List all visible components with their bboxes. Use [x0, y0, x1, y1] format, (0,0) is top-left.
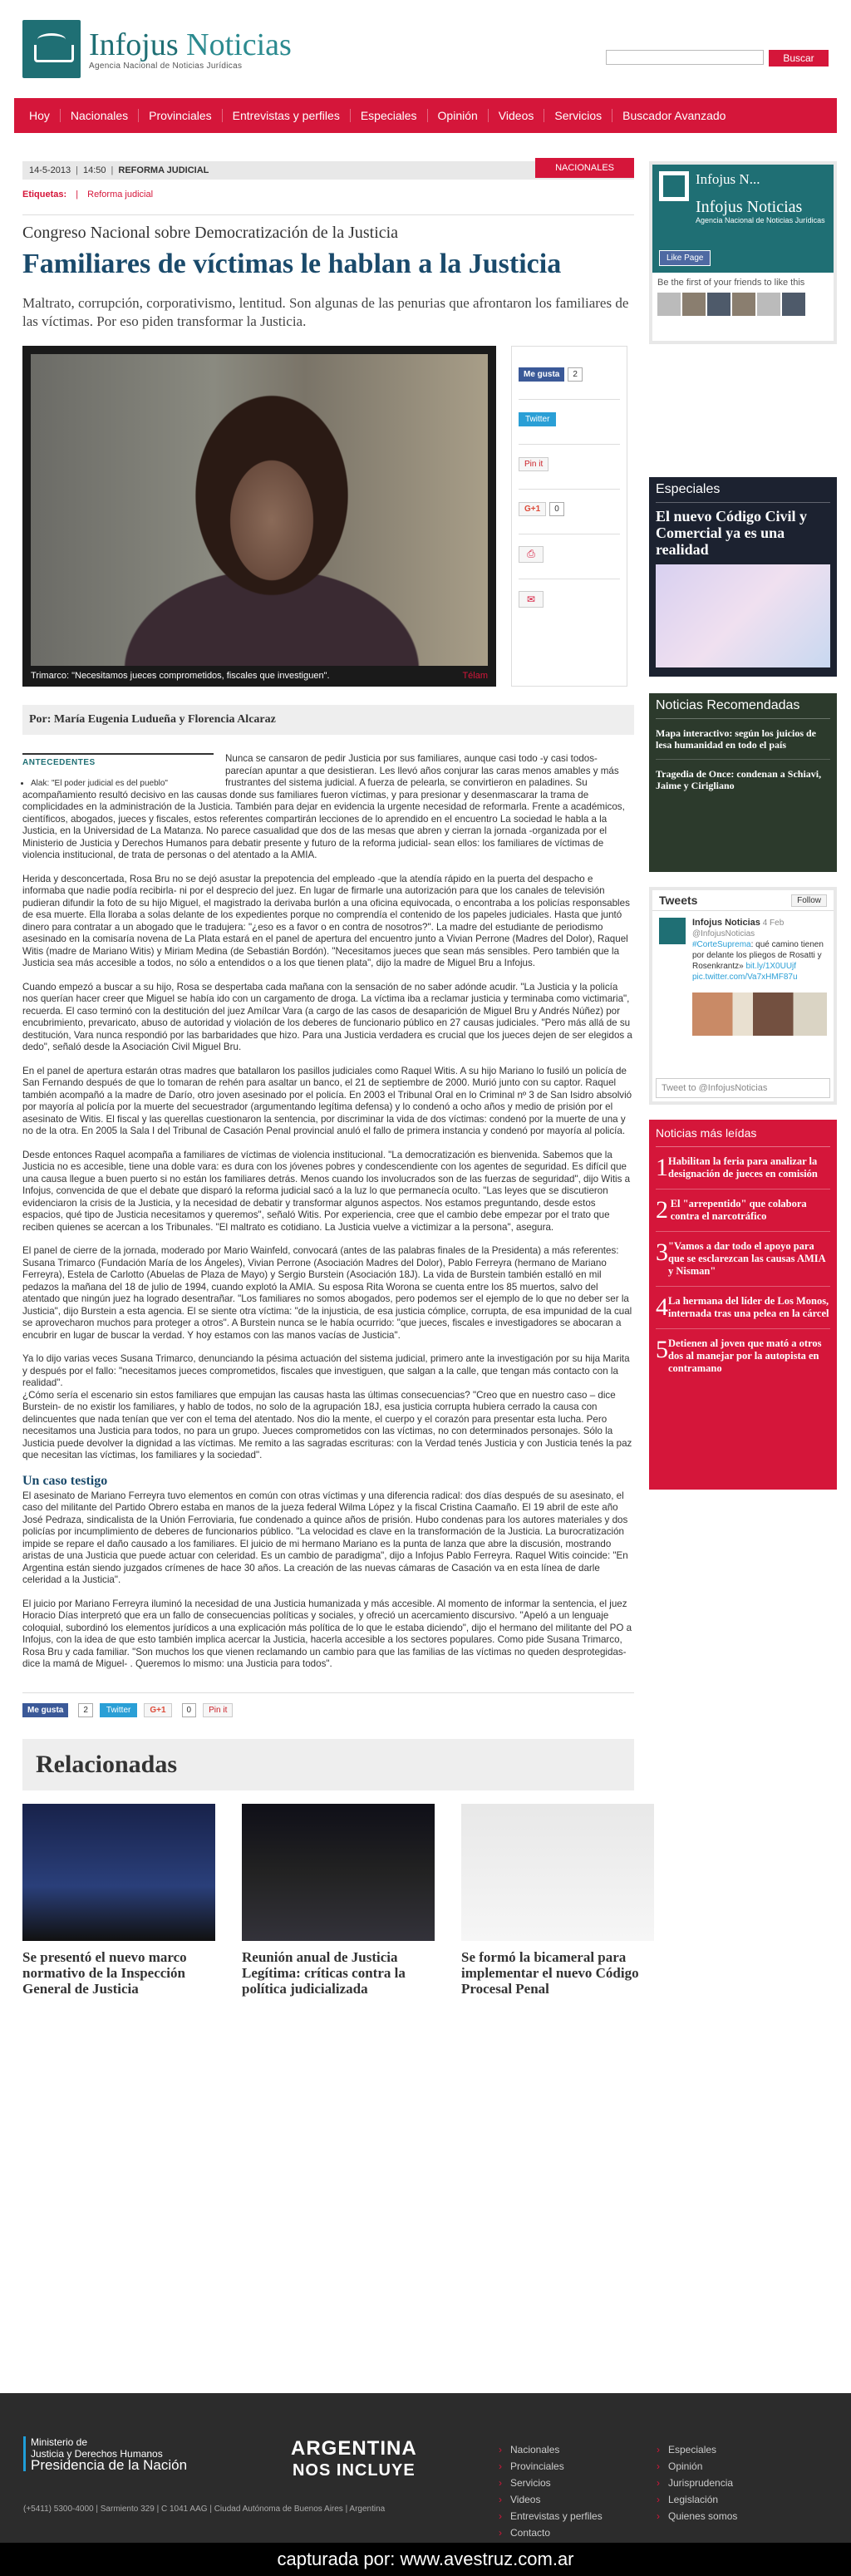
related-card-title[interactable]: Se presentó el nuevo marco normativo de la Inspección General de Justicia	[22, 1948, 187, 1997]
fb-page-logo-icon	[659, 171, 689, 201]
related-title: Relacionadas	[36, 1750, 178, 1778]
tags-sep: |	[76, 190, 79, 199]
mas-leida-title[interactable]: "Vamos a dar todo el apoyo para que se esclarezcan las causas AMIA y Nisman"	[668, 1240, 825, 1277]
gplus-button-bottom[interactable]: G+1	[144, 1703, 171, 1717]
search-button[interactable]: Buscar	[769, 50, 829, 66]
footer-link[interactable]: › Entrevistas y perfiles	[499, 2508, 603, 2524]
logo-name: Infojus Noticias	[89, 27, 292, 62]
nav-nacionales[interactable]: Nacionales	[61, 109, 139, 122]
print-icon[interactable]: ⎙	[519, 546, 544, 563]
tags-label: Etiquetas:	[22, 190, 67, 199]
gplus-button[interactable]: G+1	[519, 502, 546, 516]
fb-count: 2	[568, 367, 583, 382]
capture-banner: capturada por: www.avestruz.com.ar	[0, 2543, 851, 2576]
related-image[interactable]	[22, 1804, 215, 1941]
related-card-title[interactable]: Se formó la bicameral para implementar el nuevo Código Procesal Penal	[461, 1948, 639, 1997]
rank-number: 1	[656, 1154, 668, 1181]
gplus-count-bottom: 0	[182, 1703, 197, 1717]
footer	[0, 2393, 851, 2543]
site-logo[interactable]	[22, 20, 292, 78]
article-photo	[22, 346, 496, 687]
tweet-avatar[interactable]	[659, 918, 686, 944]
article-meta: 14-5-2013 | 14:50 | REFORMA JUDICIAL NACIONALES	[22, 161, 634, 180]
fb-like-button-bottom[interactable]: Me gusta	[22, 1703, 68, 1717]
tweet-date: 4 Feb	[762, 919, 785, 928]
nav-buscador[interactable]: Buscador Avanzado	[622, 109, 726, 122]
avatar[interactable]	[682, 293, 706, 316]
main-column	[14, 161, 646, 1997]
footer-link[interactable]: › Servicios	[499, 2475, 603, 2491]
mas-leida-item[interactable]	[656, 1189, 830, 1232]
footer-link[interactable]: › Provinciales	[499, 2458, 603, 2475]
fb-cover[interactable]	[652, 165, 834, 273]
paragraph: Ya lo dijo varias veces Susana Trimarco, denunciando la pésima actuación del sistema judicial, primero ante la investigación por su hija Marita y después por el fallo: "necesitamos jueces comprometidos, fiscales que investiguen, que salgan a la calle, que tengan más contacto con la realidad". ¿Cómo sería el escenario sin estos familiares que empujan las causas hasta las últimas consecuencias? "Creo que en nuestro caso – dice Burstein- de no existir los familiares, y hablo de todos, no solo de la agrupación 18J, esa justicia corrupta hubiera cerrado la causa con delincuentes que nada tenían que ver con el tema del atentado. Nos dio la mente, el cuerpo y el corazón para presentar esta lucha. Pero necesitamos una Justicia para todos, no para un grupo. Jueces comprometidos con las víctimas, no con determinados personajes. Sólo la Justicia puede devolver la dignidad a las víctimas. Me remito a las sagradas escrituras: con la Verdad tenés Justicia y con Justicia tenés la paz que necesitan las víctimas, los familiares y la sociedad".	[22, 1353, 632, 1460]
paragraph: Nunca se cansaron de pedir Justicia por sus familiares, aunque casi todo -y casi todos- parecían apuntar a que desistieran. Les llevó años conjurar las caras menos amables y más frustrantes del sistema judicial. A fuerza de pelearla, se convirtieron en paladines. Su acompañamiento resultó decisivo en las causas donde sus familiares fueron víctimas, y para presionar y desenmascarar la trama de complicidades en la administración de la Justicia. También para dejar en evidencia la urgente necesidad de reformarla. Frente a académicos, científicos, abogados, jueces y fiscales, estos referentes compartirán lecciones de lo aprendido en el encuentro La sociedad le habla a la Justicia, en la Universidad de La Matanza. No parece casualidad que dos de las mesas que abren y cierran la jornada -organizada por el Ministerio de Justicia y Derechos Humanos para debatir presente y futuro de la reforma judicial- sean ellos: los familiares de víctimas de violencia institucional, de trata de personas o del atentado a la AMIA.	[22, 753, 625, 860]
argentina-logo	[291, 2438, 417, 2481]
mas-leida-title[interactable]: Detienen al joven que mató a otros dos al manejar por la autopista en contramano	[668, 1337, 822, 1374]
avatar[interactable]	[757, 293, 780, 316]
ministerio-line: Justicia y Derechos Humanos	[31, 2448, 163, 2460]
rank-number: 3	[656, 1239, 668, 1266]
mas-leidas-title: Noticias más leídas	[656, 1126, 830, 1147]
nav-opinion[interactable]: Opinión	[428, 109, 489, 122]
paragraph: Desde entonces Raquel acompaña a familiares de víctimas de violencia institucional. "La democratización es bienvenida. Sabemos que la Justicia no es accesible, tiene una doble vara: es dura con los jóvenes pobres y condescendiente con los agentes de seguridad. Es difícil que una causa llegue a buen puerto si no están los familiares detrás. Menos cuando los involucrados son de las fuerzas de seguridad", dijo Witis a Infojus, convencida de que el debate que disparó la reforma judicial sacó a la luz lo que permanecía oculto. "Las leyes que se discutieron evidenciaron la crisis de la Justicia, y la necesidad de debatir y transformar algunos aspectos. Nos estamos preguntando, desde estos espacios, qué tipo de Justicia necesitamos y queremos", señaló Witis. Por experiencia, cree que el cambio debe empezar por el trato que reciben quienes se acercan a los Tribunales. "El maltrato es cotidiano. La Justicia vuelve a victimizar a la persona", asegura.	[22, 1149, 631, 1233]
especiales-title: Especiales	[656, 482, 830, 503]
footer-link[interactable]: › Opinión	[657, 2458, 737, 2475]
email-icon[interactable]: ✉	[519, 591, 544, 608]
footer-links-2	[657, 2441, 737, 2524]
antecedentes-title: ANTECEDENTES	[22, 758, 96, 767]
mas-leida-title[interactable]: Habilitan la feria para analizar la designación de jueces en comisión	[668, 1155, 818, 1180]
ministerio-line: Presidencia de la Nación	[31, 2457, 188, 2473]
photo-credit: Télam	[462, 671, 488, 681]
fb-cover-sub: Agencia Nacional de Noticias Jurídicas	[696, 216, 825, 224]
paragraph: El panel de cierre de la jornada, moderado por Mario Wainfeld, convocará (antes de las palabras finales de la Presidenta) a más referentes: Susana Trimarco (Fundación María de los Ángeles), Vivian Perrone (Asociación Madres del Dolor), Pablo Ferreyra (hermano de Mariano Ferreyra), Estela de Carlotto (Abuelas de Plaza de Mayo) y Sergio Burstein (Asociación 18J). La vida de Burstein también estalló en mil pedazos la mañana del 18 de julio de 1994, cuando explotó la AMIA. Su esposa Rita Worona se cuenta entre los 85 muertos, salvo del atentado que ningún juez ha logrado desentrañar. "Los familiares no somos abogados, pero podemos ser el ejemplo de lo que no deber ser la Justicia", dijo Burstein a esta agencia. El se siente otra víctima: "de la injusticia, de esa justicia cómplice, corrupta, de esa impunidad de la cual se aprovecharon muchos para proteger a otros". A Burstein nunca se le había ocurrido: "que jueces, fiscales e investigadores se abocaran a encubrir en lugar de buscar la verdad. Y hoy estamos con las manos vacías de Justicia".	[22, 1245, 632, 1341]
recomendadas-title: Noticias Recomendadas	[656, 698, 830, 719]
bottom-share-row	[22, 1692, 634, 1717]
tweet-image[interactable]	[692, 992, 827, 1036]
search-input[interactable]	[606, 50, 764, 65]
logo-mark-icon	[22, 20, 81, 78]
tweet-user[interactable]: Infojus Noticias	[692, 918, 760, 928]
mas-leida-title[interactable]: El "arrepentido" que colabora contra el narcotráfico	[670, 1198, 807, 1222]
mas-leida-item[interactable]	[656, 1232, 830, 1287]
share-column	[511, 346, 627, 687]
tweet	[652, 911, 834, 989]
article-body	[22, 753, 634, 1671]
page	[14, 0, 837, 1997]
rank-number: 2	[656, 1196, 668, 1224]
rank-number: 5	[656, 1336, 668, 1363]
article-lead: Maltrato, corrupción, corporativismo, lentitud. Son algunas de las penurias que afrontaron los familiares de las víctimas. Por eso piden transformar la Justicia.	[22, 295, 629, 329]
footer-link[interactable]: › Videos	[499, 2491, 603, 2508]
related-card[interactable]	[242, 1804, 435, 1997]
antecedentes-link[interactable]: • Alak: "El poder judicial es del pueblo"	[31, 779, 214, 788]
twitter-button-bottom[interactable]: Twitter	[100, 1703, 137, 1717]
gplus-count: 0	[549, 502, 564, 516]
rank-number: 4	[656, 1293, 668, 1321]
article-time: 14:50	[83, 165, 106, 175]
paragraph: Cuando empezó a buscar a su hijo, Rosa se despertaba cada mañana con la sensación de no saber adónde acudir. "La Justicia y la policía nos querían hacer creer que Miguel se había ido con un cargamento de droga. La víctima iba a reclamar justicia y terminaba como victimaria", recuerda. El caso terminó con la destitución del juez Amílcar Vara (a cargo de las casos de desaparición de Miguel Bru y Andrés Núñez) por encubrimiento, prevaricato, abuso de autoridad y violación de los deberes de funcionario público en 27 causas judiciales. "Pero más allá de su destitución, Vara nunca respondió por las barbaridades que hizo. Para una Justicia verdadera es crucial que los jueces dejen de ser elegidos a dedo", señaló desde la Asociación Civil Miguel Bru.	[22, 981, 632, 1052]
tweet-handle: @InfojusNoticias	[692, 929, 755, 938]
avatar[interactable]	[707, 293, 730, 316]
related-card[interactable]	[461, 1804, 654, 1997]
main-nav	[14, 98, 837, 133]
article-section: REFORMA JUDICIAL	[118, 165, 209, 175]
twitter-button[interactable]: Twitter	[519, 412, 556, 426]
tags	[22, 190, 634, 199]
mas-leida-item[interactable]	[656, 1329, 830, 1383]
header	[14, 0, 837, 91]
related-card-title[interactable]: Reunión anual de Justicia Legítima: críticas contra la política judicializada	[242, 1948, 406, 1997]
fb-first-text: Be the first of your friends to like this	[657, 278, 805, 288]
tweets-title: Tweets	[659, 894, 698, 907]
argentina-line: ARGENTINA	[291, 2437, 417, 2460]
search-form	[606, 50, 829, 66]
logo-subtitle: Agencia Nacional de Noticias Jurídicas	[89, 61, 243, 71]
nav-provinciales[interactable]: Provinciales	[139, 109, 222, 122]
avatar[interactable]	[657, 293, 681, 316]
related-card[interactable]	[22, 1804, 215, 1997]
related-image[interactable]	[461, 1804, 654, 1941]
nav-entrevistas[interactable]: Entrevistas y perfiles	[223, 109, 351, 122]
paragraph: El asesinato de Mariano Ferreyra tuvo elementos en común con otras víctimas y una diferencia radical: dos días después de su asesinato, el caso del militante del Partido Obrero estaba en manos de la jueza federal Wilma López y la fiscal Cristina Caamaño. El 19 abril de este año José Pedraza, sindicalista de la Unión Ferroviaria, fue condenado a quince años de prisión. Hubo condenas para los autores materiales y dos policías por incumplimiento de deberes de funcionarios público. "La velocidad es clave en la transformación de la Justicia. La burocratización impide se repare el daño causado a los familiares. El juicio de mi hermano Mariano es la punta de lanza que abre la discusión, mostrando aristas de una Justicia que puede actuar con celeridad. Es un cambio de paradigma", dijo a Infojus Pablo Ferreyra. Raquel Witis coincide: "En Argentina están siendo juzgados crímenes de hace 30 años. La creación de las nuevas cámaras de Casación va en esta línea de darle celeridad a la Justicia".	[22, 1490, 628, 1585]
sidebar	[646, 161, 837, 1997]
facebook-widget	[649, 161, 837, 344]
follow-button[interactable]: Follow	[791, 894, 827, 907]
tweet-to-input[interactable]: Tweet to @InfojusNoticias	[656, 1078, 830, 1098]
related-header	[22, 1739, 634, 1790]
tweet-hashtag[interactable]: #CorteSuprema	[692, 940, 751, 949]
photo-caption: Trimarco: "Necesitamos jueces comprometidos, fiscales que investiguen".	[31, 671, 330, 681]
footer-link[interactable]: › Legislación	[657, 2491, 737, 2508]
nav-servicios[interactable]: Servicios	[544, 109, 612, 122]
especiales-panel	[649, 477, 837, 677]
photo-image	[31, 354, 488, 666]
nav-hoy[interactable]: Hoy	[19, 109, 61, 122]
recomendada-item[interactable]: Tragedia de Once: condenan a Schiavi, Jaime y Cirigliano	[656, 768, 822, 791]
section-badge[interactable]: NACIONALES	[535, 158, 634, 178]
ministerio-line: Ministerio de	[31, 2436, 88, 2448]
nav-videos[interactable]: Videos	[489, 109, 545, 122]
especiales-headline[interactable]: El nuevo Código Civil y Comercial ya es una realidad	[656, 508, 808, 558]
paragraph: El juicio por Mariano Ferreyra iluminó la necesidad de una Justicia humanizada y más accesible. Al momento de informar la sentencia, el juez Horacio Días interpretó que era un fallo de consecuencias políticas y sociales, y ofreció un acercamiento discursivo. "Apeló a un lenguaje coloquial, subordinó los elementos jurídicos a una explicación más política de lo que le estaba diciendo", dijo el hermano del militante del PO a Infojus, con la idea de que esto también implica acercar la Justicia, hacerla accesible a los sectores populares. Como pide Susana Trimarco, Rosa Bru y cada familiar. "Son muchos los que vienen reclamando un cambio para que las familias de las víctimas no queden desprotegidas- dice la mamá de Miguel- . Queremos lo mismo: una Justicia para todos".	[22, 1598, 632, 1669]
footer-link[interactable]: › Contacto	[499, 2524, 603, 2541]
footer-link[interactable]: › Jurisprudencia	[657, 2475, 737, 2491]
paragraph: Herida y desconcertada, Rosa Bru no se dejó asustar la prepotencia del empleado -que la atendía rápido en la puerta del despacho e informaba que nadie podía recibirla- ni por el desprecio del juez. En lugar de firmarle una autorización para que los canales de televisión pudieran difundir la foto de su hijo Miguel, el magistrado la derivaba burlón a una oficina equivocada, o encontraba a los policías responsables de esa muerte. Ella lloraba a solas delante de los expedientes porque no comprendía el contenido de los papeles judiciales. Hasta que juntó dinero para contratar a un abogado que le tradujera: "¿eso es a favor o en contra de nosotros?". La madre del estudiante de periodismo asesinado en la comisaría novena de La Plata estará en el panel de apertura del encuentro junto a Vivian Perrone (Madres del Dolor), Raquel Witis (madre de Mariano Witis) y Miriam Medina (de Sebastián Bordón). "Necesitamos jueces que sean más sensibles. Pero también que la Justicia sea más accesible a todos, no sólo a entendidos o a los que tienen plata", dijo la madre de Miguel Bru a Infojus.	[22, 873, 630, 968]
article-title: Familiares de víctimas le hablan a la Justicia	[22, 249, 562, 279]
footer-link[interactable]: › Quienes somos	[657, 2508, 737, 2524]
related-grid	[22, 1804, 654, 1997]
footer-link[interactable]: › Nacionales	[499, 2441, 603, 2458]
especiales-image[interactable]	[656, 564, 830, 667]
paragraph: En el panel de apertura estarán otras madres que batallaron los pasillos judiciales como Raquel Witis. A su hijo Mariano lo fusiló un policía de San Fernando después de que lo tomaran de rehén para asaltar un banco, el 21 de septiembre de 2000. Murió junto con su captor. Raquel también acompañó a la madre de Darío, otro joven asesinado por el policía. En 2003 el Tribunal Oral en lo Criminal nº 3 de San Isidro absolvió por mayoría al policía por la muerte del secuestrador (argumentando legítima defensa) y lo condenó a ocho años y medio de prisión por el asesinato de Witis. El fiscal y las querellas cuestionaron la sentencia, por discriminar la vida de dos víctimas: condenó por la muerte de una y no de la otra. En 2005 la Sala I del Tribunal de Casación Penal provincial anuló el fallo de primera instancia y condenó por mayoría al policía.	[22, 1065, 632, 1136]
byline: Por: María Eugenia Ludueña y Florencia Alcaraz	[22, 705, 634, 735]
footer-link[interactable]: › Especiales	[657, 2441, 737, 2458]
tweet-text: : qué camino tienen por delante los pliegos de Rosatti y Rosenkrantz»	[692, 940, 824, 971]
argentina-line: NOS INCLUYE	[292, 2461, 416, 2480]
mas-leida-item[interactable]	[656, 1287, 830, 1329]
article-date: 14-5-2013	[29, 165, 71, 175]
tag-link[interactable]: Reforma judicial	[87, 190, 154, 199]
fb-like-page-button[interactable]: Like Page	[659, 250, 711, 266]
mas-leida-title[interactable]: La hermana del líder de Los Monos, internada tras una pelea en la cárcel	[668, 1295, 829, 1319]
subheading: Un caso testigo	[22, 1473, 108, 1488]
pinit-button[interactable]: Pin it	[519, 457, 548, 471]
recomendadas-panel	[649, 693, 837, 872]
pinit-button-bottom[interactable]: Pin it	[203, 1703, 233, 1717]
tweet-link[interactable]: bit.ly/1X0UUjf pic.twitter.com/Va7xHMF87u	[692, 962, 798, 982]
fb-page-name[interactable]: Infojus N...	[696, 171, 760, 187]
nav-especiales[interactable]: Especiales	[351, 109, 428, 122]
avatar[interactable]	[782, 293, 805, 316]
article-pretitle: Congreso Nacional sobre Democratización de la Justicia	[22, 214, 634, 243]
fb-cover-name: Infojus Noticias	[696, 198, 803, 216]
ministerio-logo[interactable]	[23, 2436, 187, 2471]
fb-avatars	[652, 289, 834, 319]
avatar[interactable]	[732, 293, 755, 316]
mas-leidas-panel	[649, 1120, 837, 1490]
related-image[interactable]	[242, 1804, 435, 1941]
fb-count-bottom: 2	[78, 1703, 93, 1717]
footer-address: (+5411) 5300-4000 | Sarmiento 329 | C 1041 AAG | Ciudad Autónoma de Buenos Aires | Argentina	[23, 2505, 386, 2514]
twitter-widget	[649, 887, 837, 1105]
fb-like-button[interactable]: Me gusta	[519, 367, 564, 382]
antecedentes-box	[22, 753, 214, 788]
footer-links-1	[499, 2441, 603, 2541]
mas-leida-item[interactable]	[656, 1147, 830, 1189]
recomendada-item[interactable]: Mapa interactivo: según los juicios de lesa humanidad en todo el país	[656, 719, 830, 760]
